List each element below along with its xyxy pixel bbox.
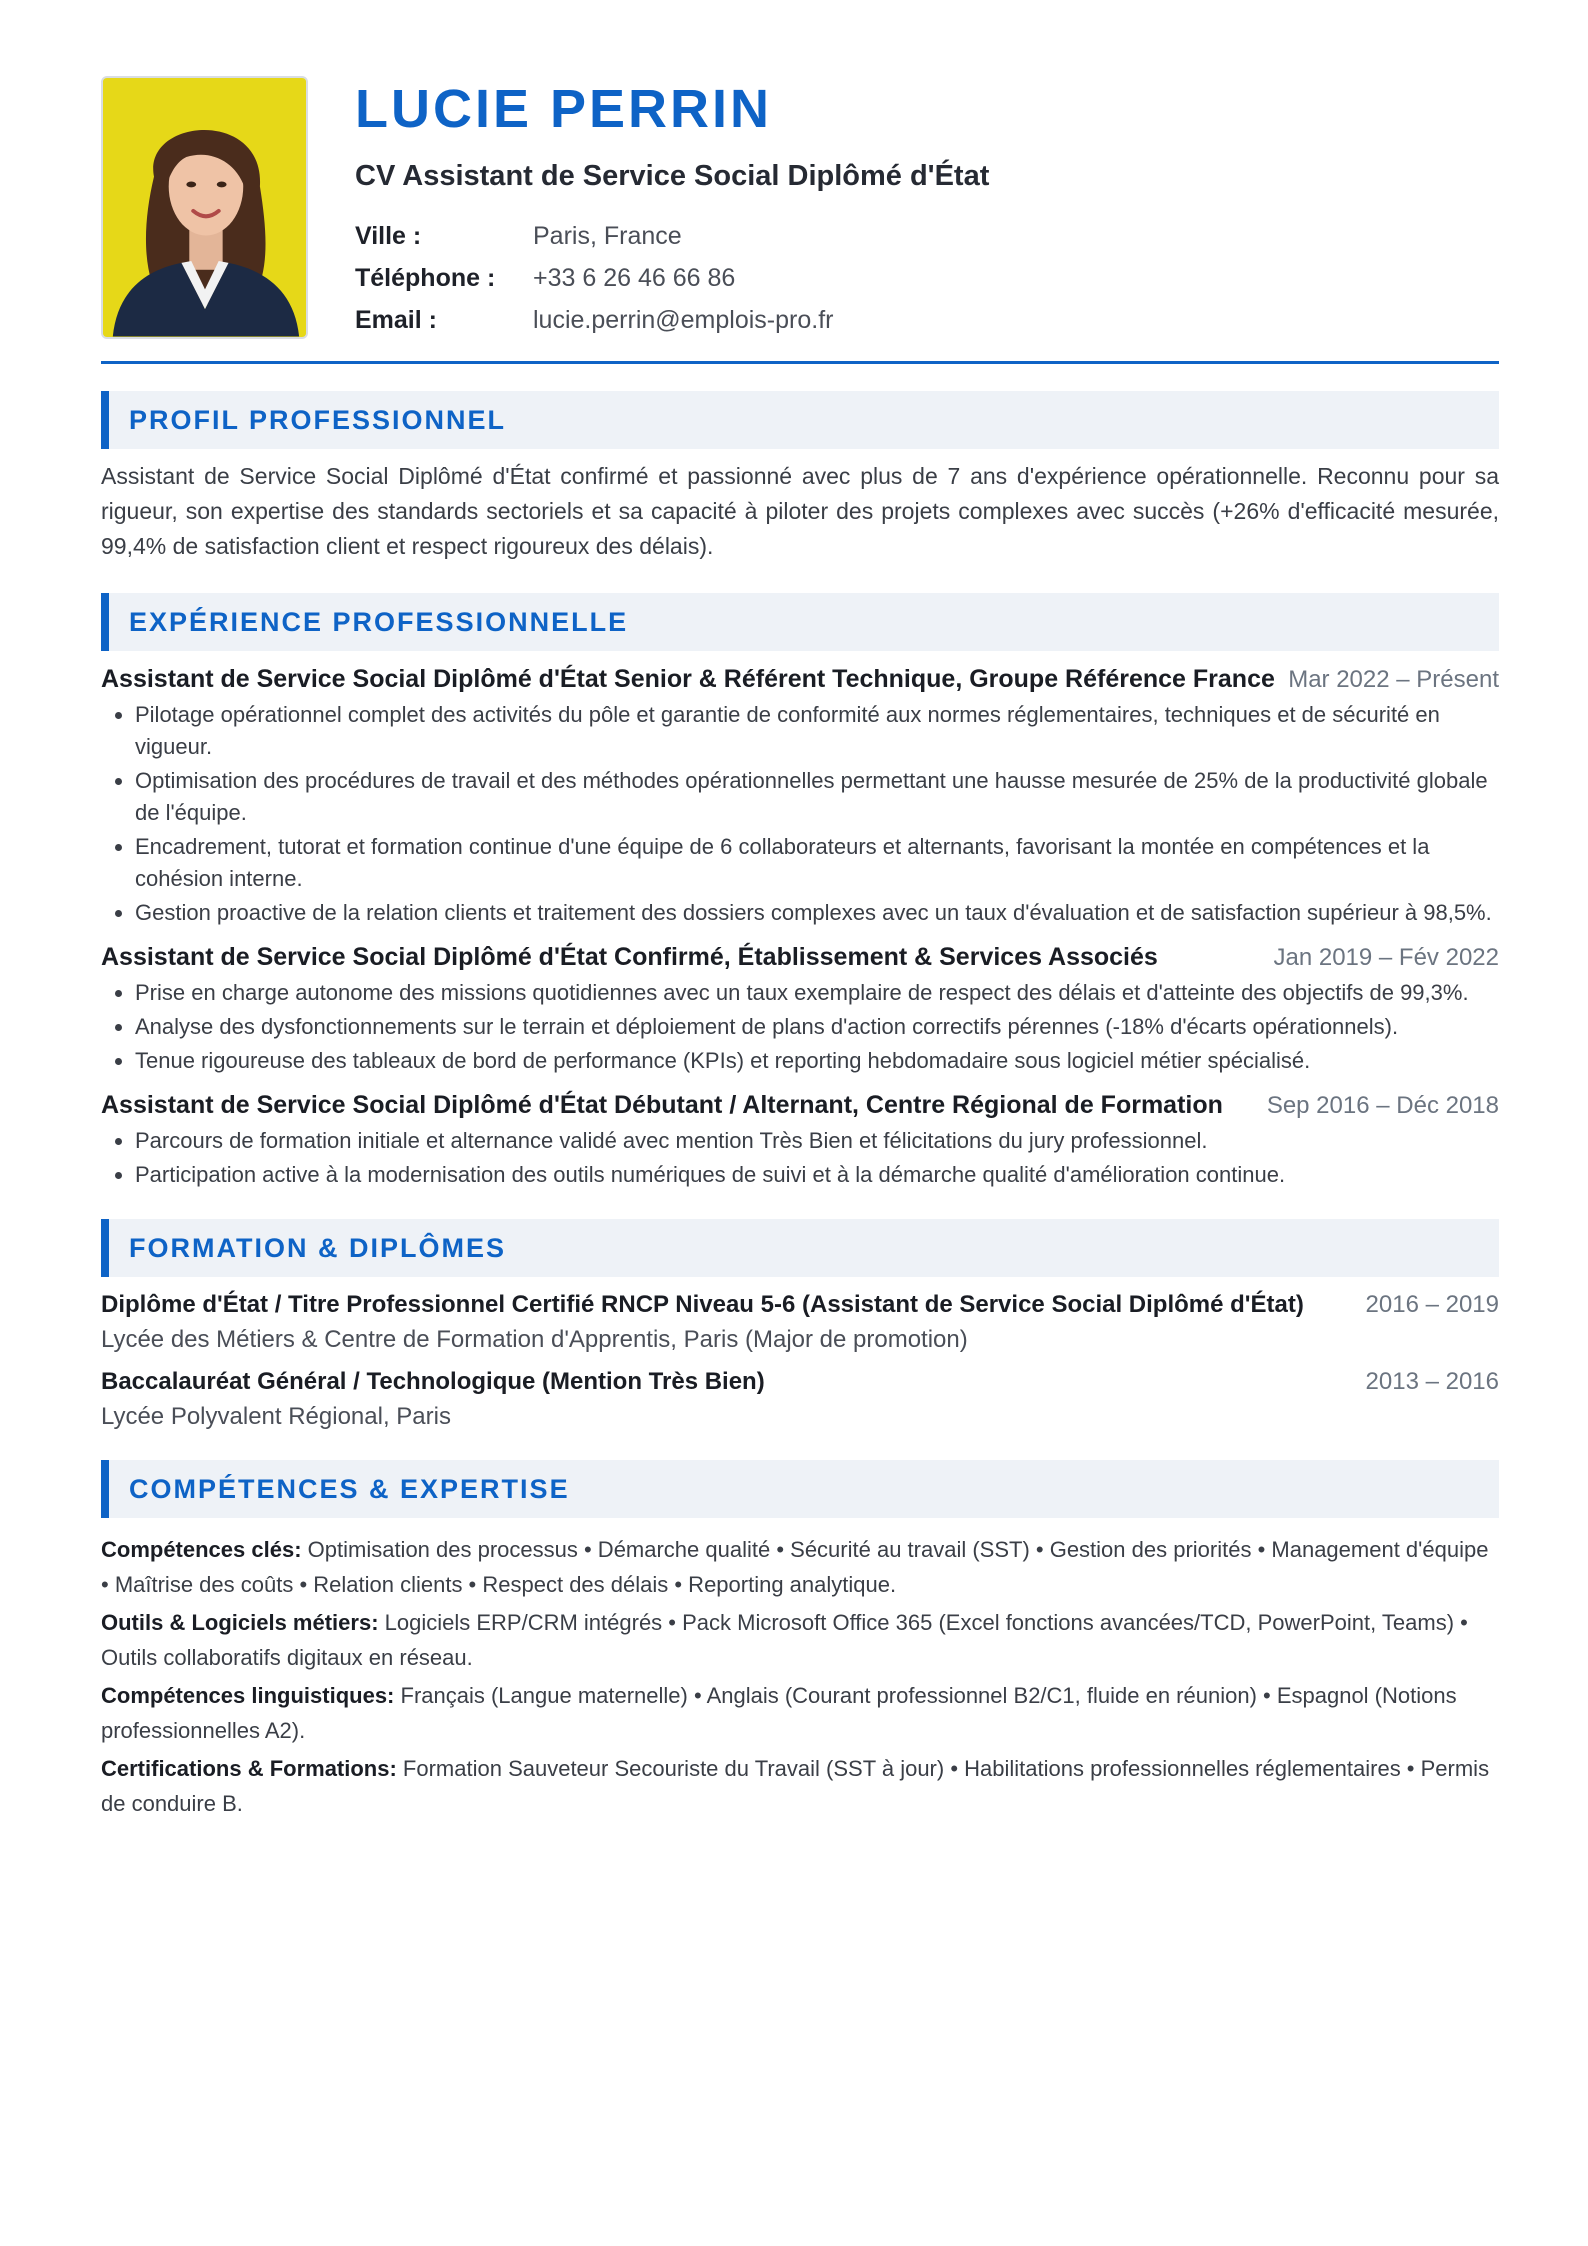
education-dates: 2013 – 2016 [1365, 1368, 1499, 1395]
profile-section [101, 391, 1499, 564]
job-title: Assistant de Service Social Diplômé d'État Débutant / Alternant, Centre Régional de Formation [101, 1091, 1223, 1119]
contact-label: Téléphone : [355, 264, 496, 293]
job-dates: Mar 2022 – Présent [1288, 666, 1499, 693]
section-header-education [101, 1219, 1499, 1277]
education-entry [101, 1368, 1499, 1431]
job-bullets [101, 699, 1499, 929]
skill-text: Optimisation des processus • Démarche qualité • Sécurité au travail (SST) • Gestion des priorités • Management d'équipe • Maîtrise des coûts • Relation clients • Respect des délais • Reporting analytique. [101, 1537, 1489, 1597]
job-header [101, 665, 1499, 694]
job-entry [101, 943, 1499, 1077]
section-header-skills [101, 1460, 1499, 1518]
skill-label: Compétences linguistiques: [101, 1683, 395, 1708]
section-title: PROFIL PROFESSIONNEL [129, 404, 507, 435]
job-bullets [101, 977, 1499, 1077]
skill-row [101, 1605, 1499, 1675]
job-bullet: • Gestion proactive de la relation clients et traitement des dossiers complexes avec un taux d'évaluation et de satisfaction supérieur à 98,5%. [135, 897, 1499, 929]
job-title: Assistant de Service Social Diplômé d'État Senior & Référent Technique, Groupe Référence France [101, 665, 1275, 693]
job-entry [101, 665, 1499, 929]
skills-list [101, 1532, 1499, 1821]
job-bullet: • Analyse des dysfonctionnements sur le terrain et déploiement de plans d'action correctifs pérennes (-18% d'écarts opérationnels). [135, 1011, 1499, 1043]
skill-text: Logiciels ERP/CRM intégrés • Pack Microsoft Office 365 (Excel fonctions avancées/TCD, PowerPoint, Teams) • Outils collaboratifs digitaux en réseau. [101, 1610, 1468, 1670]
profile-photo [101, 76, 308, 339]
school-name: Lycée Polyvalent Régional, Paris [101, 1403, 451, 1430]
job-bullet: • Participation active à la modernisation des outils numériques de suivi et à la démarche qualité d'amélioration continue. [135, 1159, 1499, 1191]
contact-value-email[interactable]: lucie.perrin@emplois-pro.fr [533, 306, 834, 335]
contact-block [355, 216, 1495, 342]
contact-row-city [355, 216, 1495, 258]
job-bullet: • Tenue rigoureuse des tableaux de bord de performance (KPIs) et reporting hebdomadaire sous logiciel métier spécialisé. [135, 1045, 1499, 1077]
cv-title: CV Assistant de Service Social Diplômé d'État [355, 160, 990, 192]
skill-row [101, 1532, 1499, 1602]
job-dates: Jan 2019 – Fév 2022 [1273, 944, 1499, 971]
header-text [355, 79, 1495, 342]
education-header [101, 1368, 1499, 1396]
skill-label: Compétences clés: [101, 1537, 302, 1562]
job-bullets [101, 1125, 1499, 1191]
skill-row [101, 1678, 1499, 1748]
skill-text: Formation Sauveteur Secouriste du Travail (SST à jour) • Habilitations professionnelles réglementaires • Permis de conduire B. [101, 1756, 1490, 1816]
section-title: EXPÉRIENCE PROFESSIONNELLE [129, 606, 629, 637]
section-header-experience [101, 593, 1499, 651]
experience-section [101, 593, 1499, 1191]
school-name: Lycée des Métiers & Centre de Formation d'Apprentis, Paris (Major de promotion) [101, 1326, 968, 1353]
education-section [101, 1219, 1499, 1431]
education-header [101, 1291, 1499, 1319]
job-dates: Sep 2016 – Déc 2018 [1266, 1092, 1499, 1119]
candidate-name: LUCIE PERRIN [355, 79, 773, 139]
contact-label: Email : [355, 306, 437, 335]
contact-row-phone [355, 258, 1495, 300]
skill-label: Outils & Logiciels métiers: [101, 1610, 379, 1635]
job-bullet: • Pilotage opérationnel complet des activités du pôle et garantie de conformité aux normes réglementaires, techniques et de sécurité en vigueur. [135, 699, 1499, 763]
contact-row-email [355, 300, 1495, 342]
portrait-image [103, 78, 306, 337]
job-entry [101, 1091, 1499, 1191]
job-bullet: • Optimisation des procédures de travail et des méthodes opérationnelles permettant une hausse mesurée de 25% de la productivité globale de l'équipe. [135, 765, 1499, 829]
section-header-profile [101, 391, 1499, 449]
skill-row [101, 1751, 1499, 1821]
resume-header [101, 76, 1499, 341]
header-divider [101, 361, 1499, 364]
section-title: FORMATION & DIPLÔMES [129, 1232, 506, 1263]
job-bullet: • Prise en charge autonome des missions quotidiennes avec un taux exemplaire de respect des délais et d'atteinte des objectifs de 99,3%. [135, 977, 1499, 1009]
education-entry [101, 1291, 1499, 1354]
skill-label: Certifications & Formations: [101, 1756, 397, 1781]
contact-value-phone[interactable]: +33 6 26 46 66 86 [533, 264, 736, 293]
skills-section [101, 1460, 1499, 1821]
resume-content [101, 76, 1499, 1824]
job-header [101, 943, 1499, 972]
profile-summary: Assistant de Service Social Diplômé d'État confirmé et passionné avec plus de 7 ans d'expérience opérationnelle. Reconnu pour sa rigueur, son expertise des standards sectoriels et sa capacité à piloter des projets complexes avec succès (+26% d'efficacité mesurée, 99,4% de satisfaction client et respect rigoureux des délais). [101, 463, 1499, 559]
degree-title: Baccalauréat Général / Technologique (Mention Très Bien) [101, 1368, 765, 1395]
degree-title: Diplôme d'État / Titre Professionnel Certifié RNCP Niveau 5-6 (Assistant de Service Social Diplômé d'État) [101, 1291, 1304, 1318]
job-bullet: • Parcours de formation initiale et alternance validé avec mention Très Bien et félicitations du jury professionnel. [135, 1125, 1499, 1157]
skill-text: Français (Langue maternelle) • Anglais (Courant professionnel B2/C1, fluide en réunion) • Espagnol (Notions professionnelles A2). [101, 1683, 1457, 1743]
education-dates: 2016 – 2019 [1365, 1291, 1499, 1318]
job-title: Assistant de Service Social Diplômé d'État Confirmé, Établissement & Services Associés [101, 943, 1158, 971]
contact-value-city: Paris, France [533, 222, 682, 251]
contact-label: Ville : [355, 222, 422, 251]
job-bullet: • Encadrement, tutorat et formation continue d'une équipe de 6 collaborateurs et alternants, favorisant la montée en compétences et la cohésion interne. [135, 831, 1499, 895]
section-title: COMPÉTENCES & EXPERTISE [129, 1473, 570, 1504]
job-header [101, 1091, 1499, 1120]
